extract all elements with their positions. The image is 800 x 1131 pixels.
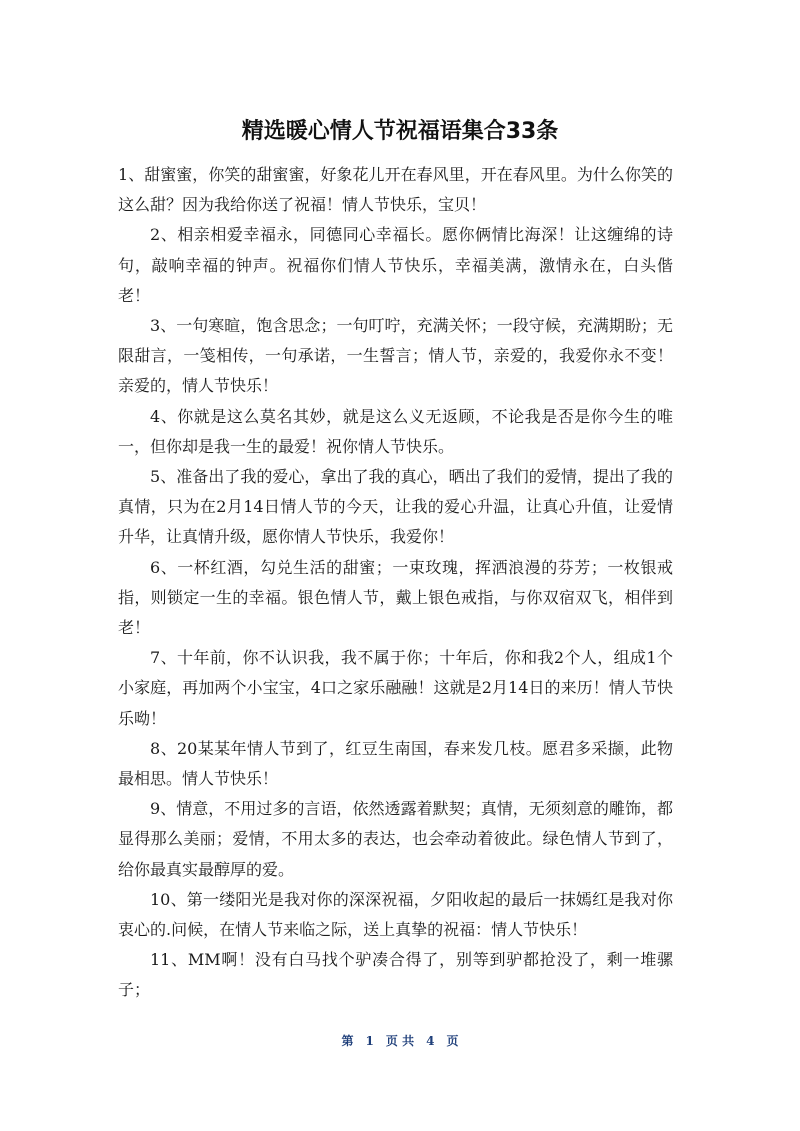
paragraph-1: 1、甜蜜蜜，你笑的甜蜜蜜，好象花儿开在春风里，开在春风里。为什么你笑的这么甜？因为我给你送了祝福！情人节快乐，宝贝！ [118, 165, 673, 215]
footer-page-suffix: 页 [446, 1034, 459, 1048]
paragraph-5: 5、准备出了我的爱心，拿出了我的真心，晒出了我们的爱情，提出了我的真情，只为在2月14日情人节的今天，让我的爱心升温，让真心升值，让爱情升华，让真情升级，愿你情人节快乐，我爱你！ [118, 467, 673, 547]
paragraph-3: 3、一句寒暄，饱含思念；一句叮咛，充满关怀；一段守候，充满期盼；无限甜言，一笺相传，一句承诺，一生誓言；情人节，亲爱的，我爱你永不变！亲爱的，情人节快乐！ [118, 316, 673, 396]
footer-page-prefix: 第 [341, 1034, 354, 1048]
page-title: 精选暖心情人节祝福语集合33条 [241, 119, 559, 144]
paragraph-11: 11、MM啊！没有白马找个驴凑合得了，别等到驴都抢没了，剩一堆骡子； [118, 950, 673, 1000]
paragraph-6: 6、一杯红酒，勾兑生活的甜蜜；一束玫瑰，挥洒浪漫的芬芳；一枚银戒指，则锁定一生的幸福。银色情人节，戴上银色戒指，与你双宿双飞，相伴到老！ [118, 557, 673, 638]
document-body [118, 160, 673, 1006]
footer-total-pages: 4 [426, 1034, 435, 1048]
page-footer [0, 1032, 800, 1049]
paragraph-7: 7、十年前，你不认识我，我不属于你；十年后，你和我2个人，组成1个小家庭，再加两个小宝宝，4口之家乐融融！这就是2月14日的来历！情人节快乐呦！ [118, 648, 673, 728]
paragraph-9: 9、情意，不用过多的言语，依然透露着默契；真情，无须刻意的雕饰，都显得那么美丽；爱情，不用太多的表达，也会牵动着彼此。绿色情人节到了，给你最真实最醇厚的爱。 [118, 799, 673, 879]
footer-page-number: 1 [365, 1034, 374, 1048]
paragraph-2: 2、相亲相爱幸福永，同德同心幸福长。愿你俩情比海深！让这缠绵的诗句，敲响幸福的钟声。祝福你们情人节快乐，幸福美满，激情永在，白头偕老！ [118, 225, 673, 305]
paragraph-10: 10、第一缕阳光是我对你的深深祝福，夕阳收起的最后一抹嫣红是我对你衷心的.问候，在情人节来临之际，送上真挚的祝福：情人节快乐！ [118, 889, 673, 940]
paragraph-8: 8、20某某年情人节到了，红豆生南国，春来发几枝。愿君多采撷，此物最相思。情人节快乐！ [118, 738, 673, 789]
paragraph-4: 4、你就是这么莫名其妙，就是这么义无返顾，不论我是否是你今生的唯一，但你却是我一生的最爱！祝你情人节快乐。 [118, 406, 673, 456]
footer-page-middle: 页 共 [385, 1034, 415, 1048]
